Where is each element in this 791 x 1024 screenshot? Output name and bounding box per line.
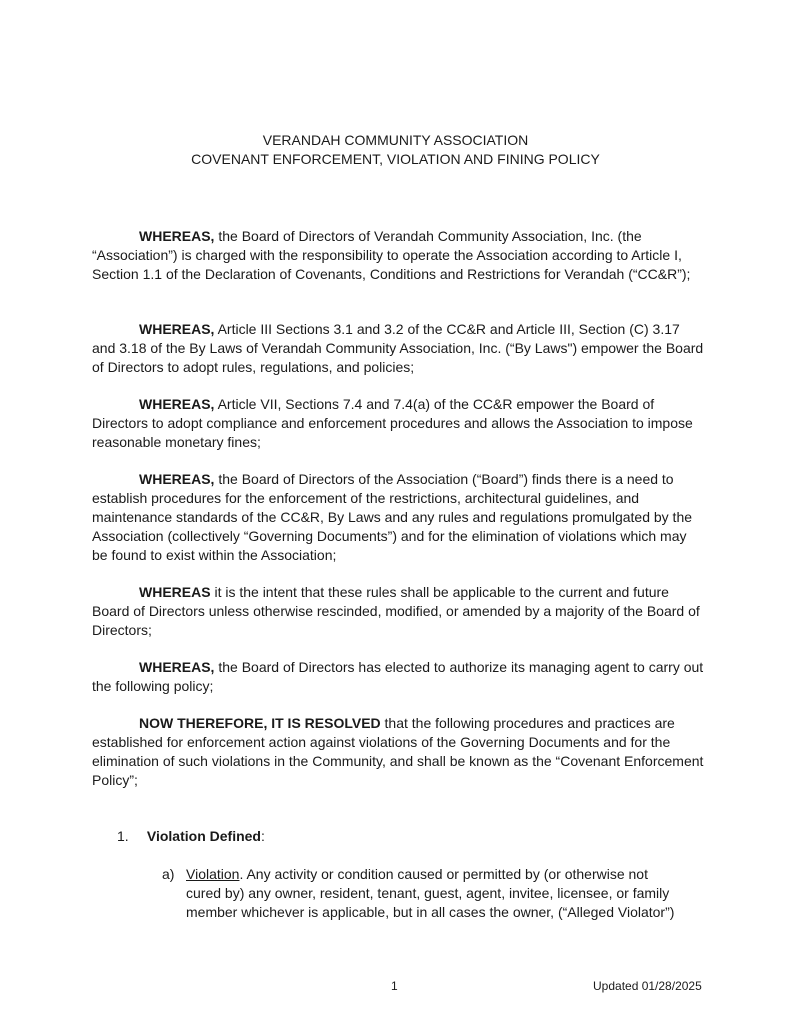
paragraph-lead: WHEREAS, (139, 228, 215, 244)
paragraph-text: the Board of Directors of Verandah Community Association, Inc. (the “Association”) is charged with the responsibility to operate the Association according to Article I, Section 1.1 of the Declaration of Covenants, Conditions and Restrictions for Verandah (“CC&R”); (92, 228, 691, 282)
paragraph-text: the Board of Directors of the Association (“Board”) finds there is a need to establish procedures for the enforcement of the restrictions, architectural guidelines, and maintenance standards of the CC&R, By Laws and any rules and regulations promulgated by the Association (collectively “Governing Documents”) and for the elimination of violations which may be found to exist within the Association; (92, 471, 693, 563)
paragraph-lead: WHEREAS, (139, 471, 215, 487)
item-marker: a) (162, 866, 175, 882)
paragraph-text: Article III Sections 3.1 and 3.2 of the CC&R and Article III, Section (C) 3.17 and 3.18 of the By Laws of Verandah Community Association, Inc. (“By Laws") empower the Board of Directors to adopt rules, regulations, and policies; (92, 321, 704, 375)
paragraph-lead: WHEREAS, (139, 321, 215, 337)
paragraph-lead: WHEREAS, (139, 396, 215, 412)
whereas-paragraph-5 (92, 583, 704, 640)
updated-date: Updated 01/28/2025 (593, 979, 702, 993)
whereas-paragraph-6 (92, 658, 704, 696)
paragraph-lead: WHEREAS, (139, 659, 215, 675)
item-body (186, 865, 686, 922)
association-name-heading: VERANDAH COMMUNITY ASSOCIATION (262, 132, 529, 148)
item-text: . Any activity or condition caused or permitted by (or otherwise not cured by) any owner, resident, tenant, guest, agent, invitee, licensee, or family member whichever is applicable, but in all cases the owner, (“Alleged Violator”) (186, 866, 675, 920)
section-number: 1. (117, 828, 129, 844)
item-term: Violation (186, 866, 240, 882)
page-number: 1 (391, 979, 398, 993)
whereas-paragraph-4 (92, 470, 704, 565)
paragraph-text: the Board of Directors has elected to authorize its managing agent to carry out the following policy; (92, 659, 704, 694)
resolution-paragraph (92, 714, 704, 790)
whereas-paragraph-2 (92, 320, 704, 377)
section-1-heading (117, 827, 265, 846)
paragraph-lead: WHEREAS (139, 584, 211, 600)
paragraph-text: it is the intent that these rules shall be applicable to the current and future Board of Directors unless otherwise rescinded, modified, or amended by a majority of the Board of Directors; (92, 584, 700, 638)
section-colon: : (260, 828, 265, 844)
paragraph-lead: NOW THEREFORE, IT IS RESOLVED (139, 715, 381, 731)
paragraph-text: that the following procedures and practices are established for enforcement action against violations of the Governing Documents and for the elimination of such violations in the Community, and shall be known as the “Covenant Enforcement Policy”; (92, 715, 704, 788)
policy-title-heading: COVENANT ENFORCEMENT, VIOLATION AND FINING POLICY (191, 151, 600, 167)
paragraph-text: Article VII, Sections 7.4 and 7.4(a) of the CC&R empower the Board of Directors to adopt compliance and enforcement procedures and allows the Association to impose reasonable monetary fines; (92, 396, 693, 450)
section-title: Violation Defined (146, 828, 261, 844)
whereas-paragraph-1 (92, 227, 704, 284)
whereas-paragraph-3 (92, 395, 704, 452)
